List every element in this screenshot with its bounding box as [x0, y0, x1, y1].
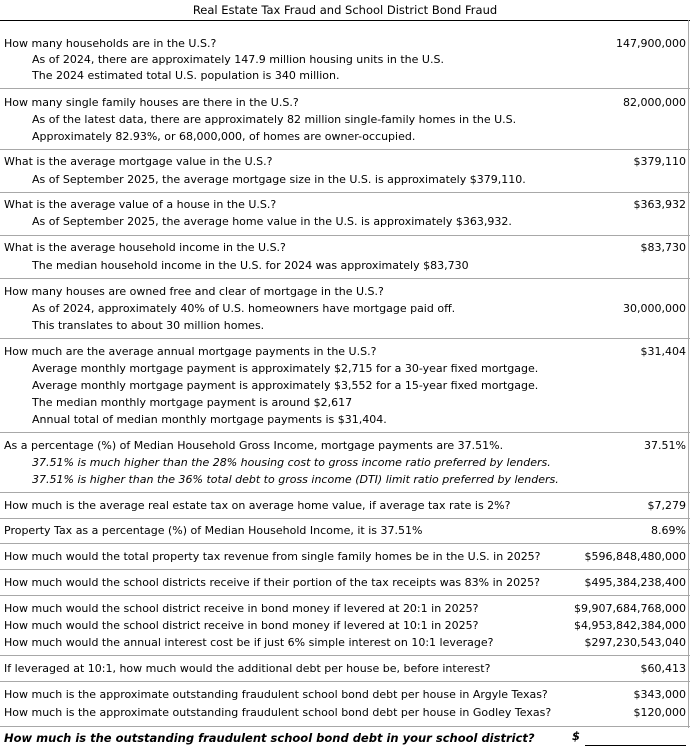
section-free-and-clear	[0, 283, 690, 301]
section-bond-leverage	[0, 634, 690, 652]
question-text: How much would the school district receive in bond money if levered at 10:1 in 2025?	[4, 619, 479, 632]
answer-value: $83,730	[640, 241, 686, 254]
note-text: Average monthly mortgage payment is approximately $2,715 for a 30-year fixed mortgage.	[32, 362, 539, 375]
answer-value: $596,848,480,000	[584, 550, 686, 563]
note-row	[0, 394, 690, 412]
title-divider	[0, 20, 690, 21]
note-text: Average monthly mortgage payment is approximately $3,552 for a 15-year fixed mortgage.	[32, 379, 539, 392]
question-text: How much would the school district receive in bond money if levered at 20:1 in 2025?	[4, 602, 479, 615]
question-text: How much are the average annual mortgage payments in the U.S.?	[4, 345, 377, 358]
note-row	[0, 317, 690, 335]
section-household-income	[0, 239, 690, 257]
note-row	[0, 300, 690, 318]
note-row	[0, 111, 690, 129]
note-row	[0, 360, 690, 378]
question-text: What is the average mortgage value in the U.S.?	[4, 155, 273, 168]
answer-value: $7,279	[647, 499, 686, 512]
note-text: As of the latest data, there are approximately 82 million single-family homes in the U.S.	[32, 113, 517, 126]
section-godley-debt	[0, 704, 690, 722]
answer-value: $495,384,238,400	[584, 576, 686, 589]
question-text: How much is the outstanding fraudulent school bond debt in your school district?	[4, 731, 535, 745]
answer-blank-line[interactable]	[585, 745, 686, 746]
section-total-property-tax	[0, 548, 690, 566]
question-text: How much is the approximate outstanding fraudulent school bond debt per house in Argyle Texas?	[4, 688, 548, 701]
section-real-estate-tax	[0, 497, 690, 515]
answer-value: $343,000	[633, 688, 686, 701]
answer-value: $120,000	[633, 706, 686, 719]
section-divider	[0, 192, 690, 193]
note-row	[0, 213, 690, 231]
section-divider	[0, 235, 690, 236]
note-text: 37.51% is higher than the 36% total debt to gross income (DTI) limit ratio preferred by lenders.	[32, 473, 559, 486]
section-divider	[0, 338, 690, 339]
dollar-sign: $	[572, 729, 581, 743]
section-average-house-value	[0, 196, 690, 214]
section-annual-mortgage-payments	[0, 343, 690, 361]
section-divider	[0, 492, 690, 493]
note-text: Annual total of median monthly mortgage payments is $31,404.	[32, 413, 387, 426]
answer-value: $379,110	[633, 155, 686, 168]
section-divider	[0, 681, 690, 682]
answer-value: 30,000,000	[623, 302, 686, 315]
section-average-mortgage	[0, 153, 690, 171]
section-divider	[0, 595, 690, 596]
question-text: Property Tax as a percentage (%) of Median Household Income, it is 37.51%	[4, 524, 423, 537]
question-text: How many households are in the U.S.?	[4, 37, 217, 50]
section-bond-leverage	[0, 617, 690, 635]
section-mortgage-percent-income	[0, 437, 690, 455]
section-divider	[0, 569, 690, 570]
question-text: How much is the approximate outstanding fraudulent school bond debt per house in Godley Texas?	[4, 706, 552, 719]
section-divider	[0, 432, 690, 433]
note-text: 37.51% is much higher than the 28% housing cost to gross income ratio preferred by lenders.	[32, 456, 551, 469]
question-text: How much would the school districts receive if their portion of the tax receipts was 83% in 2025?	[4, 576, 540, 589]
answer-value: 37.51%	[644, 439, 686, 452]
section-divider	[0, 518, 690, 519]
note-text: As of September 2025, the average mortgage size in the U.S. is approximately $379,110.	[32, 173, 526, 186]
note-row	[0, 128, 690, 146]
section-divider	[0, 543, 690, 544]
note-text: As of 2024, there are approximately 147.9 million housing units in the U.S.	[32, 53, 444, 66]
section-bond-leverage	[0, 600, 690, 618]
sheet-title: Real Estate Tax Fraud and School District Bond Fraud	[192, 3, 498, 17]
note-row	[0, 454, 690, 472]
section-divider	[0, 88, 690, 89]
note-text: The 2024 estimated total U.S. population is 340 million.	[32, 69, 340, 82]
note-text: Approximately 82.93%, or 68,000,000, of homes are owner-occupied.	[32, 130, 416, 143]
note-row	[0, 257, 690, 275]
section-school-district-portion	[0, 574, 690, 592]
section-property-tax-percent	[0, 522, 690, 540]
answer-value: 82,000,000	[623, 96, 686, 109]
question-text: As a percentage (%) of Median Household Gross Income, mortgage payments are 37.51%.	[4, 439, 504, 452]
section-divider	[0, 655, 690, 656]
note-text: The median household income in the U.S. for 2024 was approximately $83,730	[32, 259, 469, 272]
question-text: How much is the average real estate tax on average home value, if average tax rate is 2%?	[4, 499, 511, 512]
answer-value: 8.69%	[651, 524, 686, 537]
question-text: How much would the annual interest cost be if just 6% simple interest on 10:1 leverage?	[4, 636, 494, 649]
question-text: How many single family houses are there in the U.S.?	[4, 96, 299, 109]
section-divider	[0, 278, 690, 279]
note-row	[0, 471, 690, 489]
note-row	[0, 171, 690, 189]
section-single-family-houses	[0, 94, 690, 112]
section-divider	[0, 149, 690, 150]
note-text: The median monthly mortgage payment is around $2,617	[32, 396, 353, 409]
question-text: If leveraged at 10:1, how much would the additional debt per house be, before interest?	[4, 662, 491, 675]
note-text: This translates to about 30 million homes.	[32, 319, 265, 332]
section-debt-per-house	[0, 660, 690, 678]
note-text: As of 2024, approximately 40% of U.S. homeowners have mortgage paid off.	[32, 302, 456, 315]
answer-value: $60,413	[640, 662, 686, 675]
answer-value: $31,404	[640, 345, 686, 358]
note-row	[0, 377, 690, 395]
note-row	[0, 67, 690, 85]
question-text: How many houses are owned free and clear of mortgage in the U.S.?	[4, 285, 384, 298]
note-row	[0, 411, 690, 429]
answer-value: $297,230,543,040	[584, 636, 686, 649]
answer-value: $9,907,684,768,000	[574, 602, 686, 615]
answer-value: $4,953,842,384,000	[574, 619, 686, 632]
answer-value: 147,900,000	[616, 37, 686, 50]
note-text: As of September 2025, the average home value in the U.S. is approximately $363,932.	[32, 215, 512, 228]
section-divider	[0, 726, 690, 727]
question-text: What is the average household income in the U.S.?	[4, 241, 286, 254]
section-argyle-debt	[0, 686, 690, 704]
question-text: What is the average value of a house in the U.S.?	[4, 198, 277, 211]
question-text: How much would the total property tax revenue from single family homes be in the U.S. in 2025?	[4, 550, 541, 563]
answer-value: $363,932	[633, 198, 686, 211]
